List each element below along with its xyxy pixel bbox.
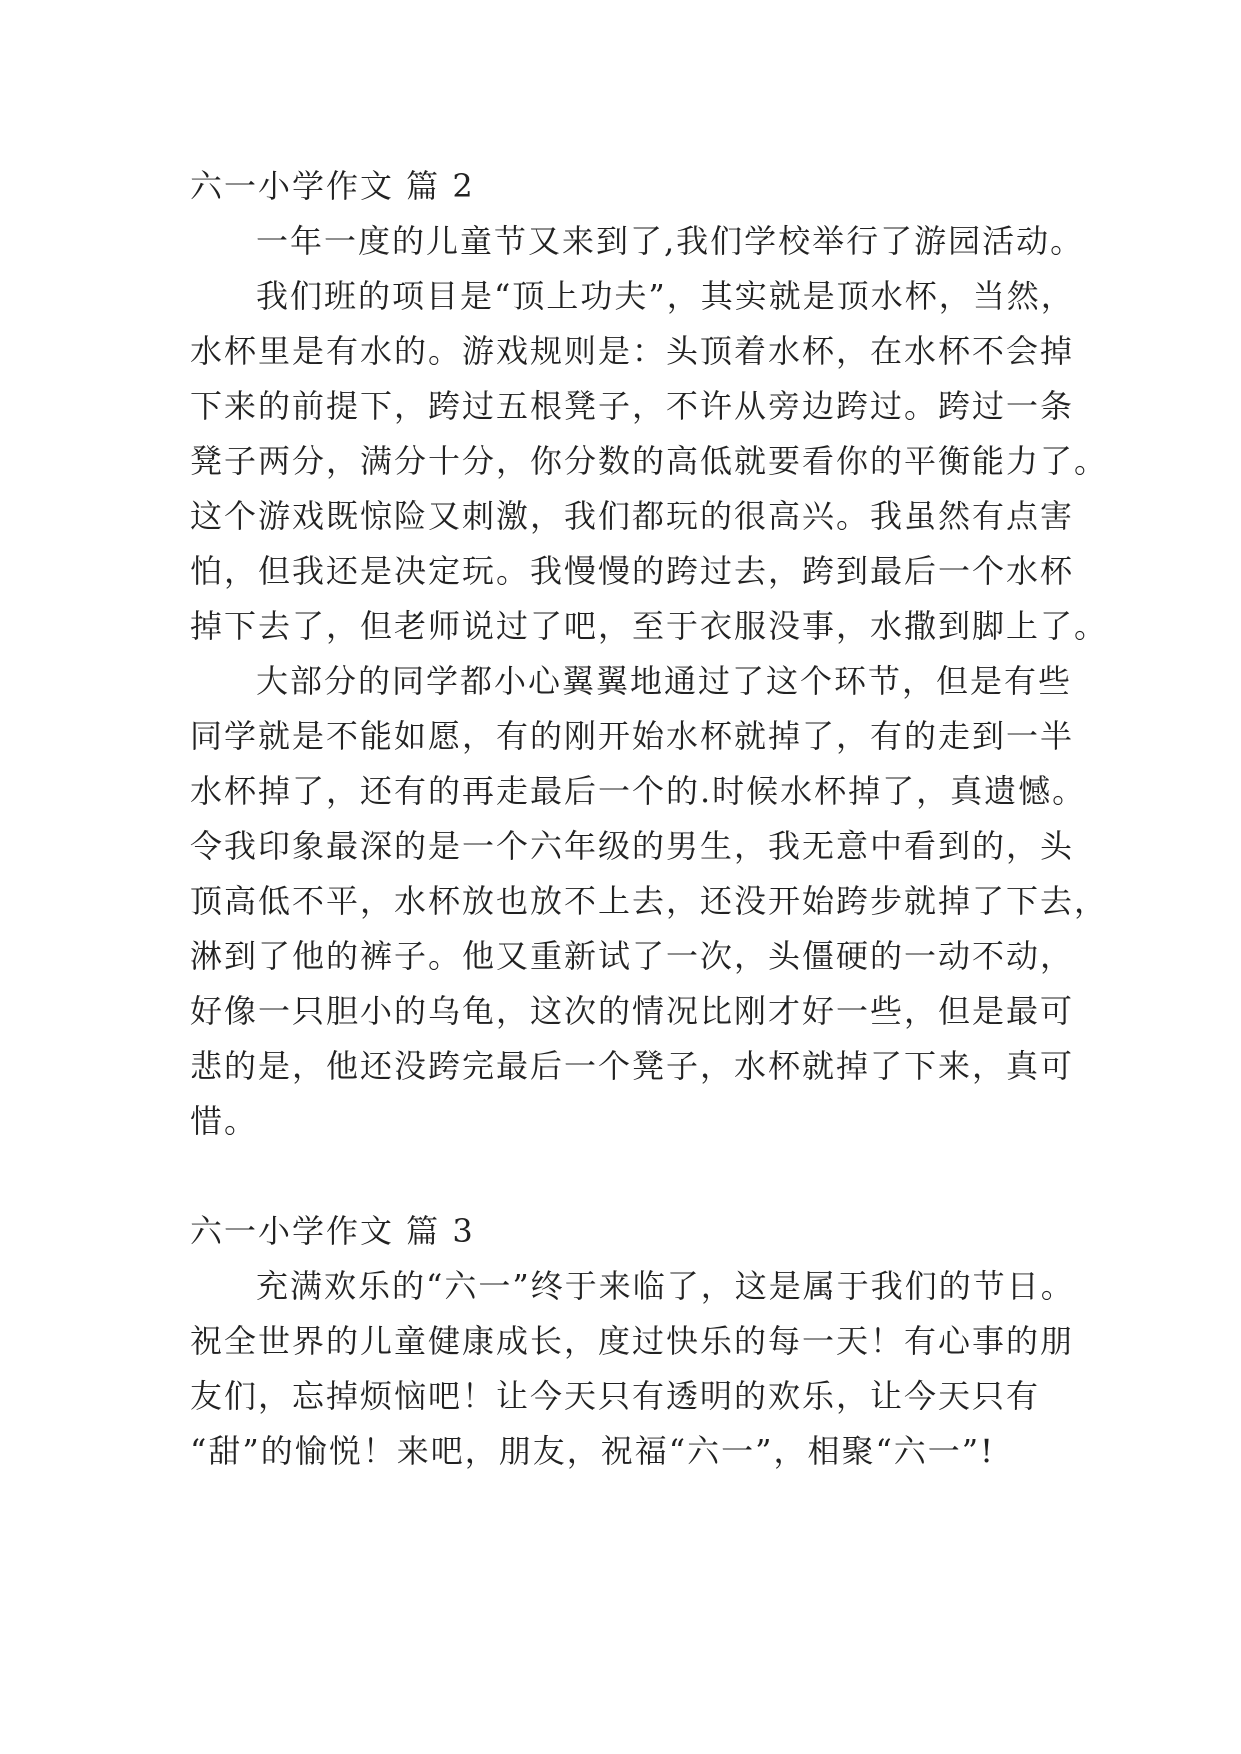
paragraph-line: 水杯掉了，还有的再走最后一个的.时候水杯掉了，真遗憾。 bbox=[190, 772, 1087, 810]
paragraph-line: “甜”的愉悦！来吧，朋友，祝福“六一”，相聚“六一”! bbox=[190, 1432, 996, 1470]
paragraph-line: 顶高低不平，水杯放也放不上去，还没开始跨步就掉了下去， bbox=[190, 882, 1109, 920]
paragraph-line: 凳子两分，满分十分，你分数的高低就要看你的平衡能力了。 bbox=[190, 442, 1109, 480]
paragraph-line: 怕，但我还是决定玩。我慢慢的跨过去，跨到最后一个水杯 bbox=[190, 552, 1075, 590]
paragraph-line: 祝全世界的儿童健康成长，度过快乐的每一天！有心事的朋 bbox=[190, 1322, 1075, 1360]
paragraph-line: 充满欢乐的“六一”终于来临了，这是属于我们的节日。 bbox=[256, 1267, 1075, 1305]
paragraph-line: 惜。 bbox=[190, 1102, 259, 1140]
paragraph-line: 友们，忘掉烦恼吧！让今天只有透明的欢乐，让今天只有 bbox=[190, 1377, 1041, 1415]
paragraph-line: 同学就是不能如愿，有的刚开始水杯就掉了，有的走到一半 bbox=[190, 717, 1075, 755]
paragraph-line: 掉下去了，但老师说过了吧，至于衣服没事，水撒到脚上了。 bbox=[190, 607, 1109, 645]
paragraph-line: 这个游戏既惊险又刺激，我们都玩的很高兴。我虽然有点害 bbox=[190, 497, 1075, 535]
paragraph-line: 我们班的项目是“顶上功夫”，其实就是顶水杯，当然， bbox=[256, 277, 1075, 315]
paragraph-line: 淋到了他的裤子。他又重新试了一次，头僵硬的一动不动， bbox=[190, 937, 1075, 975]
paragraph-line: 好像一只胆小的乌龟，这次的情况比刚才好一些，但是最可 bbox=[190, 992, 1075, 1030]
paragraph-line: 大部分的同学都小心翼翼地通过了这个环节，但是有些 bbox=[256, 662, 1073, 700]
paragraph-line: 下来的前提下，跨过五根凳子，不许从旁边跨过。跨过一条 bbox=[190, 387, 1075, 425]
section-heading: 六一小学作文 篇 2 bbox=[190, 167, 475, 205]
paragraph-line: 悲的是，他还没跨完最后一个凳子，水杯就掉了下来，真可 bbox=[190, 1047, 1075, 1085]
paragraph-line: 水杯里是有水的。游戏规则是：头顶着水杯，在水杯不会掉 bbox=[190, 332, 1075, 370]
paragraph-line: 令我印象最深的是一个六年级的男生，我无意中看到的，头 bbox=[190, 827, 1075, 865]
paragraph-line: 一年一度的儿童节又来到了,我们学校举行了游园活动。 bbox=[256, 222, 1085, 260]
section-heading: 六一小学作文 篇 3 bbox=[190, 1212, 475, 1250]
